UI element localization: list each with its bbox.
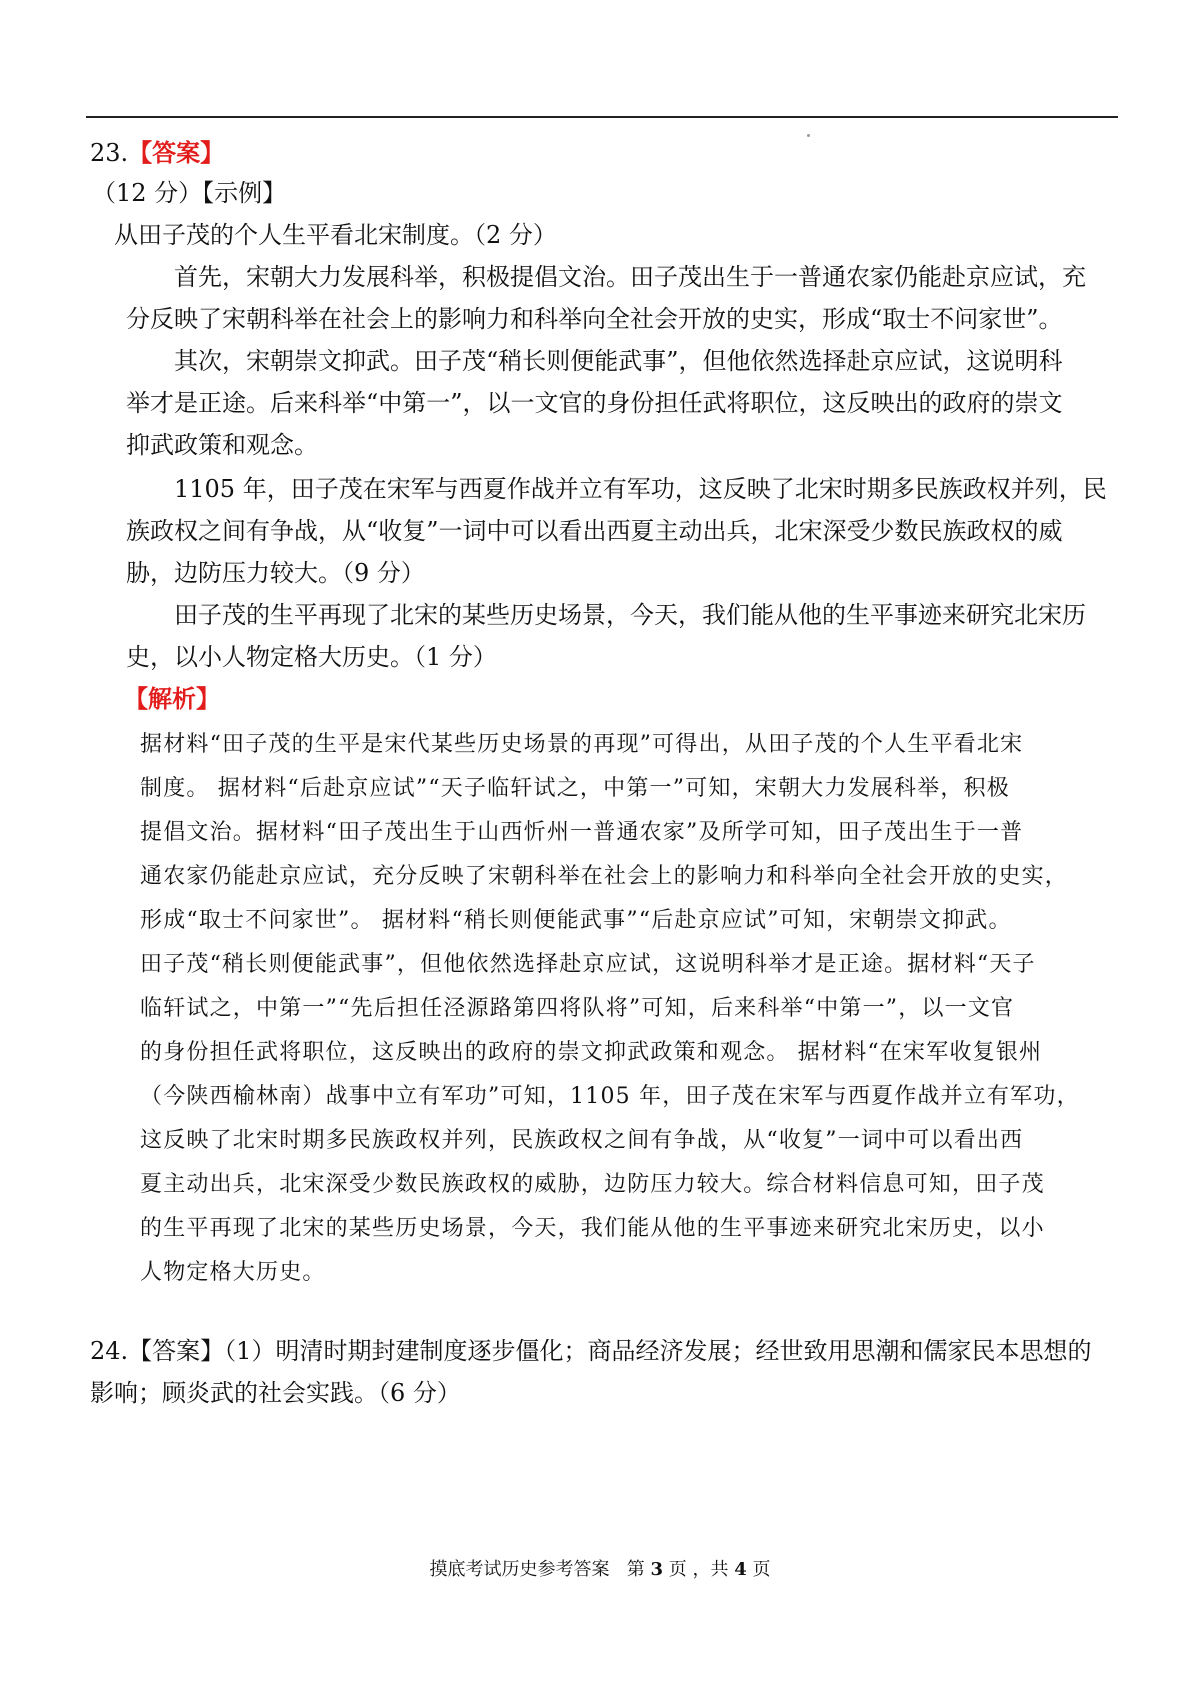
q23-number: 23. <box>90 139 129 167</box>
footer-page-number: 3 <box>650 1559 663 1580</box>
q23-analysis-tag: 【解析】 <box>124 684 220 713</box>
analysis-line: 通农家仍能赴京应试，充分反映了宋朝科举在社会上的影响力和科举向全社会开放的史实， <box>140 864 1069 889</box>
header-rule <box>86 116 1118 118</box>
q23-p3-line: 1105 年，田子茂在宋军与西夏作战并立有军功，这反映了北宋时期多民族政权并列，民 <box>174 475 1107 503</box>
q23-p3-line: 族政权之间有争战，从“收复”一词中可以看出西夏主动出兵，北宋深受少数民族政权的威 <box>126 517 1063 545</box>
analysis-line: 夏主动出兵，北宋深受少数民族政权的威胁，边防压力较大。综合材料信息可知，田子茂 <box>140 1172 1045 1197</box>
q23-p2-line: 其次，宋朝崇文抑武。田子茂“稍长则便能武事”，但他依然选择赴京应试，这说明科 <box>174 347 1063 375</box>
q24-answer-text: （1）明清时期封建制度逐步僵化；商品经济发展；经世致用思潮和儒家民本思想的 <box>224 1337 1092 1365</box>
footer-page-prefix: 第 <box>626 1559 645 1580</box>
analysis-line: 临轩试之，中第一”“先后担任泾源路第四将队将”可知，后来科举“中第一”，以一文官 <box>140 996 1015 1021</box>
q24-line-2: 影响；顾炎武的社会实践。（6 分） <box>90 1379 461 1407</box>
analysis-line: 形成“取士不问家世”。 据材料“稍长则便能武事”“后赴京应试”可知，宋朝崇文抑武。 <box>140 908 1012 933</box>
q23-p1-line: 首先，宋朝大力发展科举，积极提倡文治。田子茂出生于一普通农家仍能赴京应试，充 <box>174 263 1086 291</box>
scan-dot <box>807 134 810 137</box>
q24-number: 24. <box>90 1337 129 1365</box>
q23-heading <box>90 136 224 170</box>
q23-score-line: （12 分）【示例】 <box>92 179 287 207</box>
analysis-line: 提倡文治。据材料“田子茂出生于山西忻州一普通农家”及所学可知，田子茂出生于一普 <box>140 820 1024 845</box>
q23-p3-line: 胁，边防压力较大。（9 分） <box>126 559 425 587</box>
q24-line-1 <box>90 1334 1091 1368</box>
analysis-line: 田子茂“稍长则便能武事”，但他依然选择赴京应试，这说明科举才是正途。据材料“天子 <box>140 952 1036 977</box>
footer-page-suffix: 页 <box>752 1559 771 1580</box>
footer-page-mid: 页 ，共 <box>668 1559 729 1580</box>
q23-p4-line: 田子茂的生平再现了北宋的某些历史场景，今天，我们能从他的生平事迹来研究北宋历 <box>174 601 1086 629</box>
q23-p2-line: 举才是正途。后来科举“中第一”，以一文官的身份担任武将职位，这反映出的政府的崇文 <box>126 389 1063 417</box>
q23-p1-line: 分反映了宋朝科举在社会上的影响力和科举向全社会开放的史实，形成“取士不问家世”。 <box>126 305 1063 333</box>
analysis-line: 制度。 据材料“后赴京应试”“天子临轩试之，中第一”可知，宋朝大力发展科举，积极 <box>140 776 1010 801</box>
q24-answer-tag: 【答案】 <box>128 1337 225 1365</box>
footer-page-total: 4 <box>734 1559 747 1580</box>
page-footer <box>0 1558 1200 1582</box>
analysis-line: 人物定格大历史。 <box>140 1260 326 1285</box>
analysis-line: （今陕西榆林南）战事中立有军功”可知，1105 年，田子茂在宋军与西夏作战并立有军功， <box>140 1084 1080 1109</box>
analysis-line: 的生平再现了北宋的某些历史场景，今天，我们能从他的生平事迹来研究北宋历史，以小 <box>140 1216 1045 1241</box>
q23-p4-line: 史，以小人物定格大历史。（1 分） <box>126 643 497 671</box>
q23-answer-tag: 【答案】 <box>128 138 225 167</box>
q23-p2-line: 抑武政策和观念。 <box>126 431 318 459</box>
analysis-line: 这反映了北宋时期多民族政权并列，民族政权之间有争战，从“收复”一词中可以看出西 <box>140 1128 1024 1153</box>
q23-thesis: 从田子茂的个人生平看北宋制度。（2 分） <box>114 221 557 249</box>
analysis-line: 的身份担任武将职位，这反映出的政府的崇文抑武政策和观念。 据材料“在宋军收复银州 <box>140 1040 1043 1065</box>
footer-title: 摸底考试历史参考答案 <box>429 1559 610 1580</box>
analysis-line: 据材料“田子茂的生平是宋代某些历史场景的再现”可得出，从田子茂的个人生平看北宋 <box>140 732 1024 757</box>
